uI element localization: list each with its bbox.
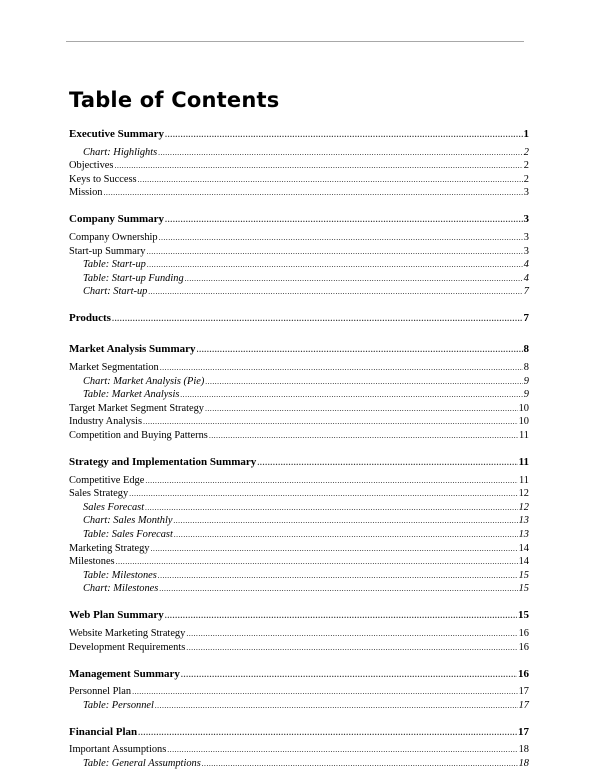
toc-entry[interactable] xyxy=(69,501,529,514)
toc-entry-page: 1 xyxy=(523,128,529,140)
toc-entry-page: 9 xyxy=(523,375,529,387)
dot-leader xyxy=(104,186,523,199)
toc-entry-page: 10 xyxy=(518,402,529,414)
toc-entry[interactable] xyxy=(69,555,529,568)
toc-entry-page: 7 xyxy=(523,286,529,298)
toc-entry-page: 14 xyxy=(518,556,529,568)
dot-leader xyxy=(138,173,523,186)
dot-leader xyxy=(185,272,523,285)
toc-entry[interactable] xyxy=(69,258,529,271)
toc-entry[interactable] xyxy=(69,415,529,428)
dot-leader xyxy=(180,388,522,401)
dot-leader xyxy=(143,415,518,428)
toc-entry[interactable] xyxy=(69,726,529,739)
dot-leader xyxy=(167,743,517,756)
dot-leader xyxy=(181,668,517,681)
toc-entry-label: Market Analysis Summary xyxy=(69,343,196,356)
toc-entry[interactable] xyxy=(69,699,529,712)
toc-entry-label: Chart: Market Analysis (Pie) xyxy=(83,375,205,387)
toc-entry[interactable] xyxy=(69,487,529,500)
toc-entry[interactable] xyxy=(69,231,529,244)
toc-entry-label: Strategy and Implementation Summary xyxy=(69,456,257,468)
toc-entry-label: Table: Start-up xyxy=(83,259,146,271)
dot-leader xyxy=(138,726,517,739)
toc-entry[interactable] xyxy=(69,641,529,654)
toc-entry[interactable] xyxy=(69,245,529,258)
toc-entry-page: 18 xyxy=(518,744,529,756)
toc-entry[interactable] xyxy=(69,361,529,374)
toc-entry[interactable] xyxy=(69,272,529,285)
toc-entry-label: Chart: Start-up xyxy=(83,286,148,298)
toc-entry[interactable] xyxy=(69,514,529,527)
toc-entry[interactable] xyxy=(69,685,529,698)
toc-entry[interactable] xyxy=(69,388,529,401)
toc-entry-page: 17 xyxy=(518,699,529,711)
toc-entry-label: Table: Market Analysis xyxy=(83,389,180,401)
dot-leader xyxy=(159,231,523,244)
toc-entry-label: Competitive Edge xyxy=(69,474,145,486)
toc-entry-page: 16 xyxy=(518,628,529,639)
toc-entry-label: Company Summary xyxy=(69,213,165,226)
toc-entry-page: 8 xyxy=(523,343,529,356)
dot-leader xyxy=(186,627,517,640)
dot-leader xyxy=(209,429,518,442)
toc-entry-page: 17 xyxy=(518,686,529,698)
toc-entry-label: Important Assumptions xyxy=(69,744,167,756)
page-title: Table of Contents xyxy=(69,88,280,112)
toc-entry[interactable] xyxy=(69,456,529,469)
toc-entry[interactable] xyxy=(69,668,529,681)
toc-entry-label: Executive Summary xyxy=(69,128,165,140)
toc-entry-label: Financial Plan xyxy=(69,725,138,738)
toc-entry-page: 15 xyxy=(518,583,529,595)
toc-entry[interactable] xyxy=(69,173,529,186)
toc-entry[interactable] xyxy=(69,743,529,756)
toc-entry[interactable] xyxy=(69,312,529,325)
toc-entry-label: Company Ownership xyxy=(69,232,158,243)
toc-entry-page: 8 xyxy=(523,362,529,373)
toc-entry-page: 3 xyxy=(523,187,529,199)
dot-leader xyxy=(173,514,517,527)
toc-entry-label: Mission xyxy=(69,187,103,199)
toc-entry-page: 18 xyxy=(518,758,529,769)
toc-entry[interactable] xyxy=(69,402,529,415)
dot-leader xyxy=(202,757,518,770)
toc-entry-page: 4 xyxy=(523,259,529,271)
toc-entry-label: Milestones xyxy=(69,556,115,568)
dot-leader xyxy=(158,569,518,582)
dot-leader xyxy=(155,699,518,712)
dot-leader xyxy=(160,361,523,374)
dot-leader xyxy=(158,146,523,159)
toc-entry-page: 9 xyxy=(523,389,529,401)
dot-leader xyxy=(114,159,522,172)
dot-leader xyxy=(147,258,523,271)
toc-entry-label: Chart: Milestones xyxy=(83,583,159,595)
toc-entry-label: Website Marketing Strategy xyxy=(69,628,186,639)
toc-entry[interactable] xyxy=(69,375,529,388)
toc-entry[interactable] xyxy=(69,146,529,159)
toc-entry-page: 11 xyxy=(518,430,529,441)
dot-leader xyxy=(146,245,522,258)
toc-entry-page: 15 xyxy=(518,609,529,622)
dot-leader xyxy=(116,555,518,568)
dot-leader xyxy=(165,609,517,622)
toc-entry[interactable] xyxy=(69,582,529,595)
dot-leader xyxy=(165,128,522,141)
dot-leader xyxy=(197,343,523,356)
toc-entry-label: Market Segmentation xyxy=(69,362,159,373)
toc-entry[interactable] xyxy=(69,569,529,582)
toc-entry-page: 11 xyxy=(518,474,529,486)
toc-entry-label: Chart: Sales Monthly xyxy=(83,515,173,527)
dot-leader xyxy=(145,501,518,514)
dot-leader xyxy=(112,312,523,325)
toc-entry-label: Start-up Summary xyxy=(69,245,146,257)
toc-entry-page: 7 xyxy=(523,312,529,325)
toc-entry[interactable] xyxy=(69,159,529,172)
toc-entry[interactable] xyxy=(69,627,529,640)
toc-entry-page: 3 xyxy=(523,232,529,243)
toc-entry[interactable] xyxy=(69,528,529,541)
toc-entry[interactable] xyxy=(69,285,529,298)
toc-entry-page: 11 xyxy=(518,456,529,468)
dot-leader xyxy=(151,542,518,555)
toc-entry[interactable] xyxy=(69,128,529,141)
toc-entry-label: Table: Sales Forecast xyxy=(83,529,173,540)
toc-entry-label: Chart: Highlights xyxy=(83,146,158,158)
dot-leader xyxy=(165,213,522,226)
dot-leader xyxy=(132,685,518,698)
toc-entry-page: 12 xyxy=(518,488,529,500)
toc-entry[interactable] xyxy=(69,757,529,770)
toc-entry-label: Objectives xyxy=(69,160,114,172)
dot-leader xyxy=(186,641,517,654)
dot-leader xyxy=(205,402,518,415)
toc-entry-label: Competition and Buying Patterns xyxy=(69,430,208,441)
toc-entry-page: 4 xyxy=(523,272,529,284)
toc-entry[interactable] xyxy=(69,609,529,622)
toc-entry-label: Marketing Strategy xyxy=(69,542,150,554)
toc-entry-page: 16 xyxy=(518,667,529,680)
toc-entry-page: 10 xyxy=(518,416,529,428)
toc-entry-label: Development Requirements xyxy=(69,641,186,653)
toc-entry-label: Personnel Plan xyxy=(69,686,132,698)
dot-leader xyxy=(145,474,518,487)
toc-entry[interactable] xyxy=(69,213,529,226)
toc-entry-label: Table: Start-up Funding xyxy=(83,272,184,284)
dot-leader xyxy=(148,285,522,298)
toc-entry-label: Products xyxy=(69,312,111,325)
toc-entry-page: 2 xyxy=(523,160,529,172)
toc-entry-label: Table: Milestones xyxy=(83,569,157,581)
toc-entry-page: 3 xyxy=(523,213,529,226)
toc-entry-page: 2 xyxy=(523,146,529,158)
dot-leader xyxy=(174,528,518,541)
toc-entry[interactable] xyxy=(69,429,529,442)
toc-entry[interactable] xyxy=(69,186,529,199)
toc-entry-label: Keys to Success xyxy=(69,173,137,185)
toc-entry-page: 14 xyxy=(518,542,529,554)
toc-entry-label: Sales Forecast xyxy=(83,501,145,513)
toc-entry-page: 13 xyxy=(518,529,529,540)
toc-entry-page: 12 xyxy=(518,501,529,513)
toc-entry-label: Table: Personnel xyxy=(83,699,154,711)
toc-entry[interactable] xyxy=(69,343,529,356)
toc-entry-label: Sales Strategy xyxy=(69,488,129,500)
toc-entry-page: 16 xyxy=(518,641,529,653)
dot-leader xyxy=(205,375,522,388)
toc-entry[interactable] xyxy=(69,542,529,555)
toc-entry-page: 3 xyxy=(523,245,529,257)
toc-entry-label: Industry Analysis xyxy=(69,416,143,428)
dot-leader xyxy=(257,456,517,469)
toc-entry-page: 15 xyxy=(518,569,529,581)
toc-entry-label: Management Summary xyxy=(69,667,180,680)
dot-leader xyxy=(129,487,517,500)
toc-entry-page: 2 xyxy=(523,173,529,185)
toc-entry-page: 17 xyxy=(518,725,529,738)
header-rule xyxy=(66,41,524,42)
toc-entry[interactable] xyxy=(69,474,529,487)
toc-entry-label: Table: General Assumptions xyxy=(83,758,201,769)
toc-entry-label: Target Market Segment Strategy xyxy=(69,402,204,414)
toc-entry-label: Web Plan Summary xyxy=(69,609,164,622)
toc-entry-page: 13 xyxy=(518,515,529,527)
dot-leader xyxy=(159,582,517,595)
